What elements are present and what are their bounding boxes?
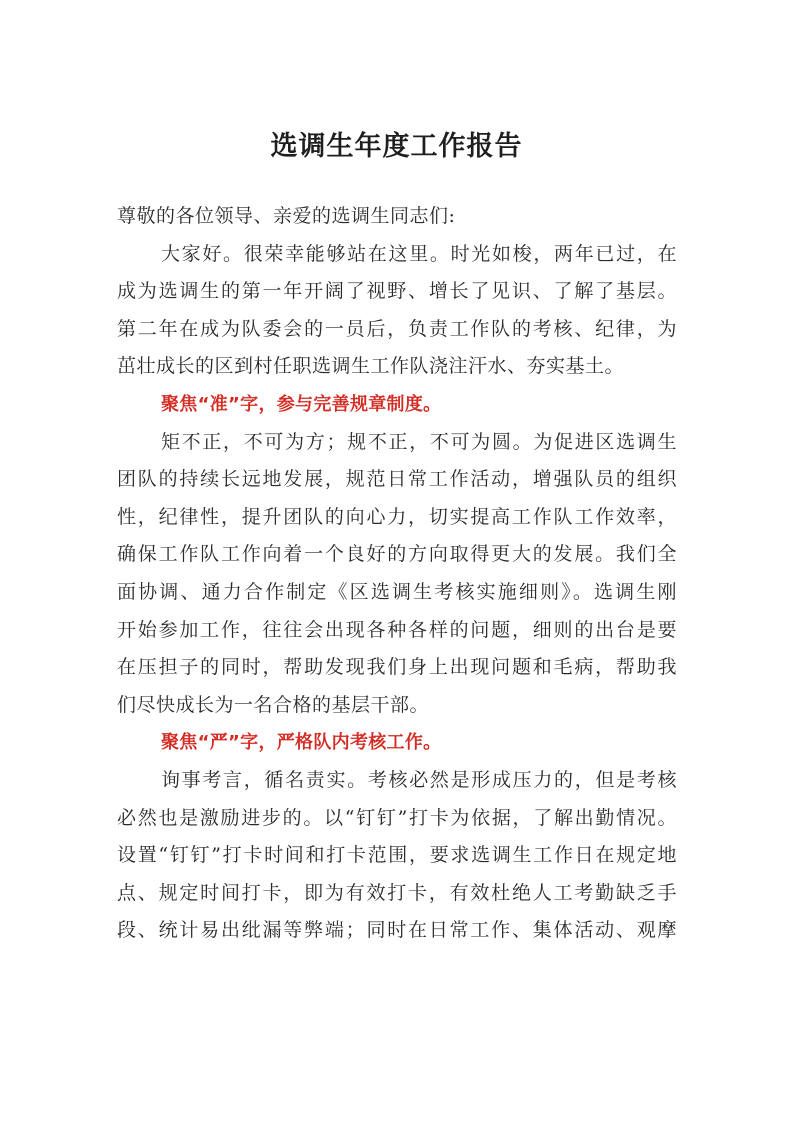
- body-text-line: 面协调、通力合作制定《区选调生考核实施细则》。选调生刚: [117, 580, 677, 603]
- body-text-line: 们尽快成长为一名合格的基层干部。: [117, 693, 430, 716]
- document-body: [117, 198, 677, 950]
- body-text-line: 大家好。很荣幸能够站在这里。时光如梭，两年已过，在: [161, 242, 677, 265]
- body-text-line: 矩不正，不可为方；规不正，不可为圆。为促进区选调生: [161, 430, 677, 453]
- document-title: 选调生年度工作报告: [270, 131, 523, 162]
- body-text-line: 开始参加工作，往往会出现各种各样的问题，细则的出台是要: [117, 618, 677, 641]
- body-text-line: 成为选调生的第一年开阔了视野、增长了见识、了解了基层。: [117, 280, 677, 303]
- body-text-line: 询事考言，循名责实。考核必然是形成压力的，但是考核: [161, 768, 677, 791]
- body-text-line: 性，纪律性，提升团队的向心力，切实提高工作队工作效率，: [117, 505, 677, 528]
- body-text-line: 团队的持续长远地发展，规范日常工作活动，增强队员的组织: [117, 468, 677, 491]
- body-text-line: 在压担子的同时，帮助发现我们身上出现问题和毛病，帮助我: [117, 656, 677, 679]
- body-text-line: 第二年在成为队委会的一员后，负责工作队的考核、纪律，为: [117, 317, 677, 340]
- section-heading: 聚焦“准”字，参与完善规章制度。: [161, 393, 442, 415]
- body-text-line: 茁壮成长的区到村任职选调生工作队浇注汗水、夯实基土。: [117, 355, 625, 378]
- body-text-line: 必然也是激励进步的。以“钉钉”打卡为依据，了解出勤情况。: [117, 806, 677, 829]
- section-heading: 聚焦“严”字，严格队内考核工作。: [161, 732, 442, 754]
- body-text-line: 尊敬的各位领导、亲爱的选调生同志们:: [117, 205, 456, 227]
- body-text-line: 设置“钉钉”打卡时间和打卡范围，要求选调生工作日在规定地: [117, 844, 677, 867]
- body-text-line: 点、规定时间打卡，即为有效打卡，有效杜绝人工考勤缺乏手: [117, 881, 677, 904]
- body-text-line: 确保工作队工作向着一个良好的方向取得更大的发展。我们全: [117, 543, 677, 566]
- body-text-line: 段、统计易出纰漏等弊端；同时在日常工作、集体活动、观摩: [117, 919, 677, 942]
